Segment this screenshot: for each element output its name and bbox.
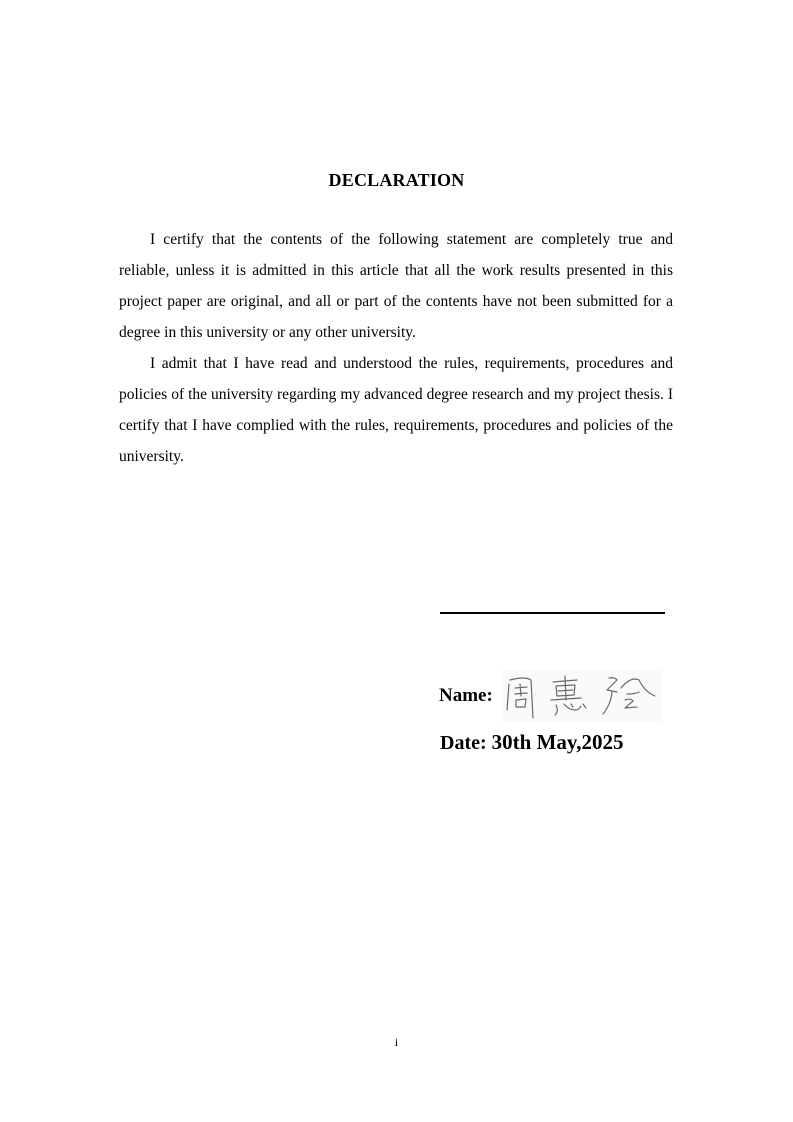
handwritten-signature (501, 670, 661, 722)
date-value: 30th May,2025 (491, 730, 624, 754)
paragraph-certify: I certify that the contents of the following statement are completely true and reliable, unless it is admitted in this article that all the work results presented in this project paper are original, and all or part of the contents have not been submitted for a degree in this university or any other university. (119, 231, 673, 341)
paragraph-admit: I admit that I have read and understood the rules, requirements, procedures and policies of the university regarding my advanced degree research and my project thesis. I certify that I have complied with the rules, requirements, procedures and policies of the university. (119, 355, 673, 465)
date-label: Date: (440, 732, 487, 754)
name-label: Name: (439, 685, 493, 706)
signature-line (440, 612, 665, 614)
name-row (439, 670, 661, 722)
declaration-body (119, 224, 673, 472)
page-number: i (394, 1035, 399, 1049)
date-row (440, 728, 623, 757)
page-title: DECLARATION (328, 170, 465, 190)
